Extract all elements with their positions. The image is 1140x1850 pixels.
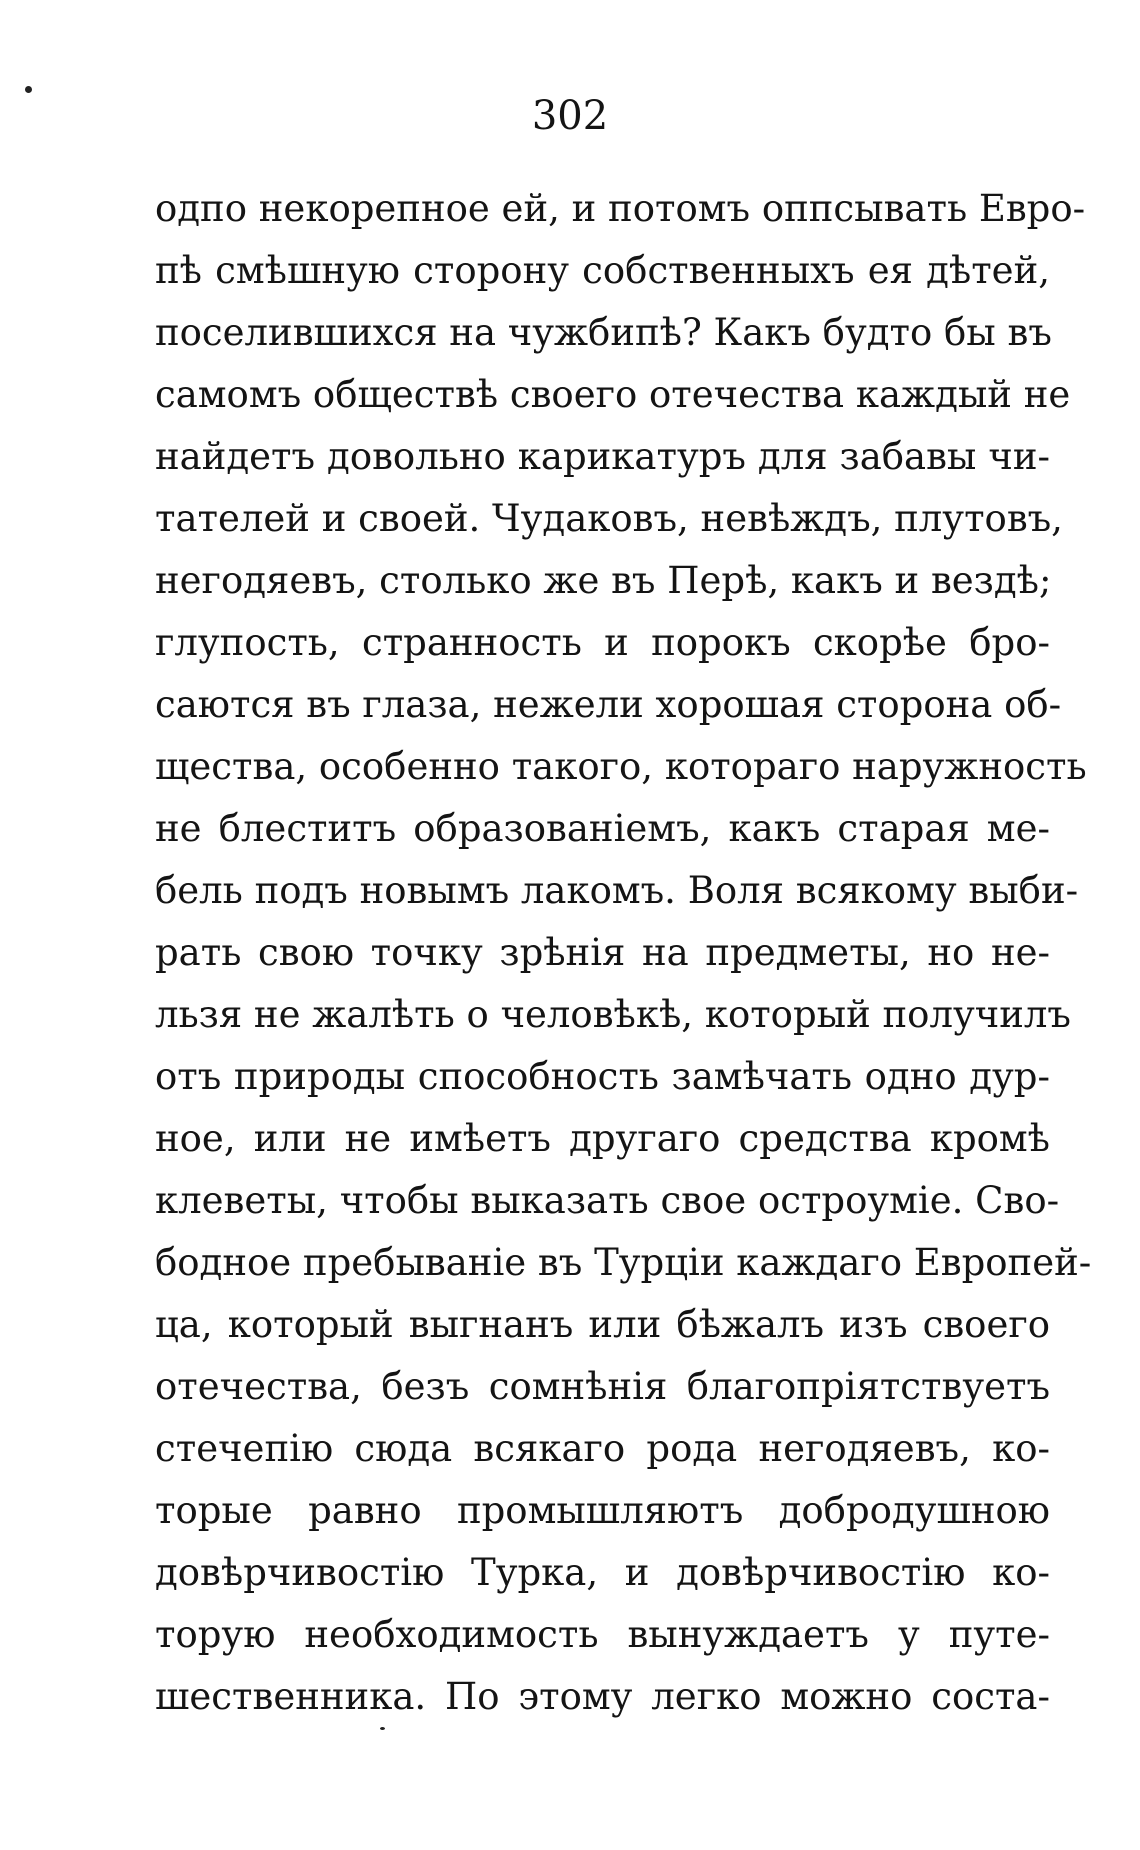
text-line: торые равно промышляютъ добродушною bbox=[155, 1489, 1050, 1532]
text-line: отъ природы способность замѣчать одно дур- bbox=[155, 1055, 1050, 1098]
text-line: найдетъ довольно карикатуръ для забавы чи- bbox=[155, 435, 1050, 478]
text-line: торую необходимость вынуждаетъ у путе- bbox=[155, 1613, 1050, 1656]
text-line: клеветы, чтобы выказать свое остроуміе. Сво- bbox=[155, 1179, 1060, 1222]
text-line: самомъ обществѣ своего отечества каждый не bbox=[155, 373, 1071, 416]
text-line: ное, или не имѣетъ другаго средства кромѣ bbox=[155, 1117, 1050, 1160]
text-line: поселившихся на чужбипѣ? Какъ будто бы въ bbox=[155, 311, 1052, 354]
text-line: щества, особенно такого, котораго наружность bbox=[155, 745, 1087, 788]
text-line: не блеститъ образованіемъ, какъ старая ме- bbox=[155, 807, 1050, 850]
page-number: 302 bbox=[531, 93, 609, 139]
text-line: рать свою точку зрѣнія на предметы, но не- bbox=[155, 931, 1050, 974]
ink-speck bbox=[380, 1727, 385, 1730]
text-line: стечепію сюда всякаго рода негодяевъ, ко- bbox=[155, 1427, 1050, 1470]
text-line: льзя не жалѣть о человѣкѣ, который получилъ bbox=[155, 993, 1071, 1036]
text-line: шественника. По этому легко можно соста- bbox=[155, 1675, 1050, 1718]
text-line: одпо некорепное ей, и потомъ оппсывать Евро- bbox=[155, 187, 1086, 230]
text-line: бодное пребываніе въ Турціи каждаго Европей- bbox=[155, 1241, 1092, 1284]
text-line: пѣ смѣшную сторону собственныхъ ея дѣтей, bbox=[155, 249, 1050, 292]
text-line: саются въ глаза, нежели хорошая сторона об- bbox=[155, 683, 1062, 726]
text-line: глупость, странность и порокъ скорѣе бро- bbox=[155, 621, 1050, 664]
text-line: бель подъ новымъ лакомъ. Воля всякому выби- bbox=[155, 869, 1079, 912]
text-line: тателей и своей. Чудаковъ, невѣждъ, плутовъ, bbox=[155, 497, 1063, 540]
text-line: отечества, безъ сомнѣнія благопріятствуетъ bbox=[155, 1365, 1050, 1408]
text-line: негодяевъ, столько же въ Перѣ, какъ и вездѣ; bbox=[155, 559, 1052, 602]
body-text bbox=[155, 178, 1092, 1728]
text-line: довѣрчивостію Турка, и довѣрчивостію ко- bbox=[155, 1551, 1050, 1594]
text-line: ца, который выгнанъ или бѣжалъ изъ своего bbox=[155, 1303, 1050, 1346]
